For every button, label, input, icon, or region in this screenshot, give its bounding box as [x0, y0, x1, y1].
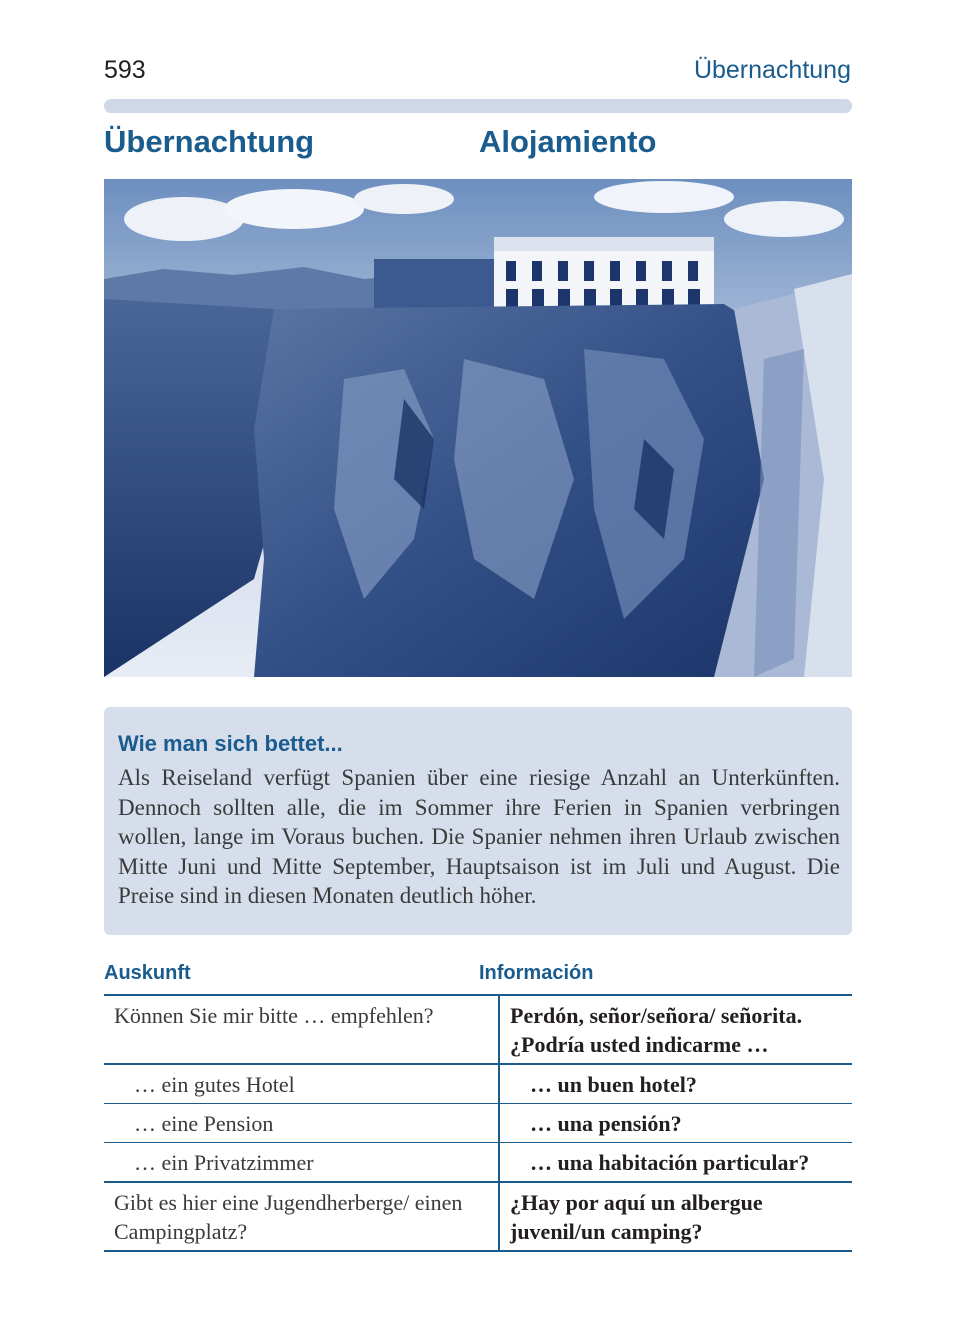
info-box-text: Als Reiseland verfügt Spanien über eine riesige Anzahl an Unterkünften. Dennoch sollten alle, die im Sommer ihre Ferien in Spanien verbringen wollen, lange im Voraus buchen. Die Spanier nehmen ihren Urlaub zwischen Mitte Juni und Mitte September, Hauptsaison ist im Juli und August. Die Preise sind in diesen Monaten deutlich höher. [118, 765, 840, 908]
running-head: Übernachtung [693, 56, 851, 84]
chapter-title-german: Übernachtung [104, 124, 315, 159]
phrase-spanish: ¿Hay por aquí un albergue juvenil/un camping? [499, 1182, 852, 1251]
phrase-german: … ein gutes Hotel [104, 1064, 499, 1104]
phrase-row [104, 1104, 852, 1143]
phrase-german: … eine Pension [104, 1104, 499, 1143]
column-header-german: Auskunft [104, 962, 191, 984]
cliff-top-building-photo [104, 179, 852, 677]
phrase-spanish: … una pensión? [499, 1104, 852, 1143]
phrase-german: Gibt es hier eine Jugendherberge/ einen Campingplatz? [104, 1182, 499, 1251]
phrase-row [104, 1064, 852, 1104]
column-header-spanish: Información [479, 962, 594, 984]
phrase-row [104, 995, 852, 1064]
phrase-german: Können Sie mir bitte … empfehlen? [104, 995, 499, 1064]
phrase-spanish: … un buen hotel? [499, 1064, 852, 1104]
phrase-row [104, 1143, 852, 1183]
chapter-title-spanish: Alojamiento [479, 124, 657, 159]
header-rule [104, 99, 852, 113]
info-box-heading: Wie man sich bettet... [118, 731, 343, 756]
phrase-german: … ein Privatzimmer [104, 1143, 499, 1183]
phrase-spanish: … una habitación particular? [499, 1143, 852, 1183]
page-number: 593 [104, 56, 146, 84]
info-box [104, 707, 852, 935]
phrase-table [104, 994, 852, 1252]
phrase-row [104, 1182, 852, 1251]
phrase-spanish: Perdón, señor/señora/ señorita. ¿Podría usted indicarme … [499, 995, 852, 1064]
